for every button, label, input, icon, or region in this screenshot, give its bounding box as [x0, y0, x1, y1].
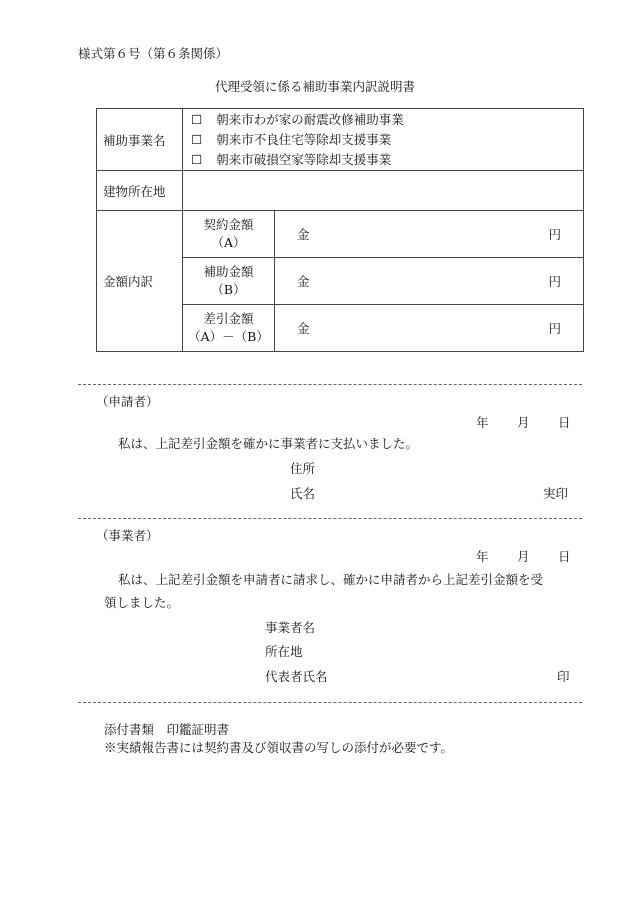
section-divider: [78, 518, 582, 519]
program-option-3[interactable]: [183, 150, 583, 170]
amount-prefix: 金: [297, 274, 310, 289]
row-label-line: （A）: [211, 235, 246, 250]
contractor-heading: （事業者）: [96, 528, 159, 543]
subsidy-program-row: [97, 109, 584, 171]
program-option-2[interactable]: [183, 130, 583, 150]
amount-suffix: 円: [548, 321, 561, 336]
attachments-note: ※実績報告書には契約書及び領収書の写しの添付が必要です。: [104, 740, 454, 755]
building-location-row: [97, 171, 584, 211]
contractor-business-name-label: 事業者名: [265, 620, 316, 635]
row-label-line: 補助金額: [203, 264, 254, 279]
contractor-year: 年: [476, 549, 489, 564]
contractor-representative-label: 代表者氏名: [265, 669, 328, 684]
difference-amount-field[interactable]: [275, 305, 584, 352]
checkbox-icon[interactable]: ☐: [191, 151, 203, 167]
applicant-seal-label: 実印: [543, 486, 569, 501]
subsidy-program-options: [183, 109, 584, 171]
program-label: 朝来市破損空家等除却支援事業: [216, 151, 392, 167]
amount-prefix: 金: [297, 321, 310, 336]
checkbox-icon[interactable]: ☐: [191, 131, 203, 147]
subsidy-breakdown-table: [96, 108, 584, 352]
row-label-line: （B）: [211, 282, 246, 297]
contract-amount-label: [183, 211, 275, 258]
program-label: 朝来市不良住宅等除却支援事業: [216, 131, 392, 147]
form-number: 様式第６号（第６条関係）: [78, 46, 229, 61]
applicant-statement: 私は、上記差引金額を確かに事業者に支払いました。: [118, 436, 419, 451]
checkbox-icon[interactable]: ☐: [191, 111, 203, 127]
subsidy-amount-field[interactable]: [275, 258, 584, 305]
row-label-line: （A）－（B）: [188, 329, 269, 344]
subsidy-amount-label: [183, 258, 275, 305]
subsidy-program-label: 補助事業名: [97, 109, 183, 171]
amount-prefix: 金: [297, 227, 310, 242]
row-label-line: 契約金額: [203, 217, 254, 232]
applicant-heading: （申請者）: [96, 394, 159, 409]
building-location-label: 建物所在地: [97, 171, 183, 211]
contract-amount-row: [97, 211, 584, 258]
contractor-day: 日: [558, 549, 571, 564]
attachments-line: 添付書類 印鑑証明書: [104, 722, 230, 737]
amount-breakdown-label: 金額内訳: [97, 211, 183, 352]
program-label: 朝来市わが家の耐震改修補助事業: [216, 111, 404, 127]
applicant-day: 日: [558, 415, 571, 430]
applicant-address-label: 住所: [290, 461, 316, 476]
applicant-year: 年: [476, 415, 489, 430]
contractor-statement-line2: 領しました。: [104, 595, 180, 610]
section-divider: [78, 702, 582, 703]
amount-suffix: 円: [548, 227, 561, 242]
section-divider: [78, 384, 582, 385]
amount-suffix: 円: [548, 274, 561, 289]
program-option-1[interactable]: [183, 110, 583, 130]
contractor-location-label: 所在地: [265, 644, 303, 659]
row-label-line: 差引金額: [203, 311, 254, 326]
applicant-month: 月: [517, 415, 530, 430]
building-location-field[interactable]: [183, 171, 584, 211]
difference-amount-label: [183, 305, 275, 352]
applicant-name-label: 氏名: [290, 486, 316, 501]
contractor-statement-line1: 私は、上記差引金額を申請者に請求し、確かに申請者から上記差引金額を受: [118, 572, 544, 587]
contract-amount-field[interactable]: [275, 211, 584, 258]
contractor-month: 月: [517, 549, 530, 564]
document-title: 代理受領に係る補助事業内訳説明書: [214, 79, 415, 94]
contractor-seal-label: 印: [557, 669, 570, 684]
